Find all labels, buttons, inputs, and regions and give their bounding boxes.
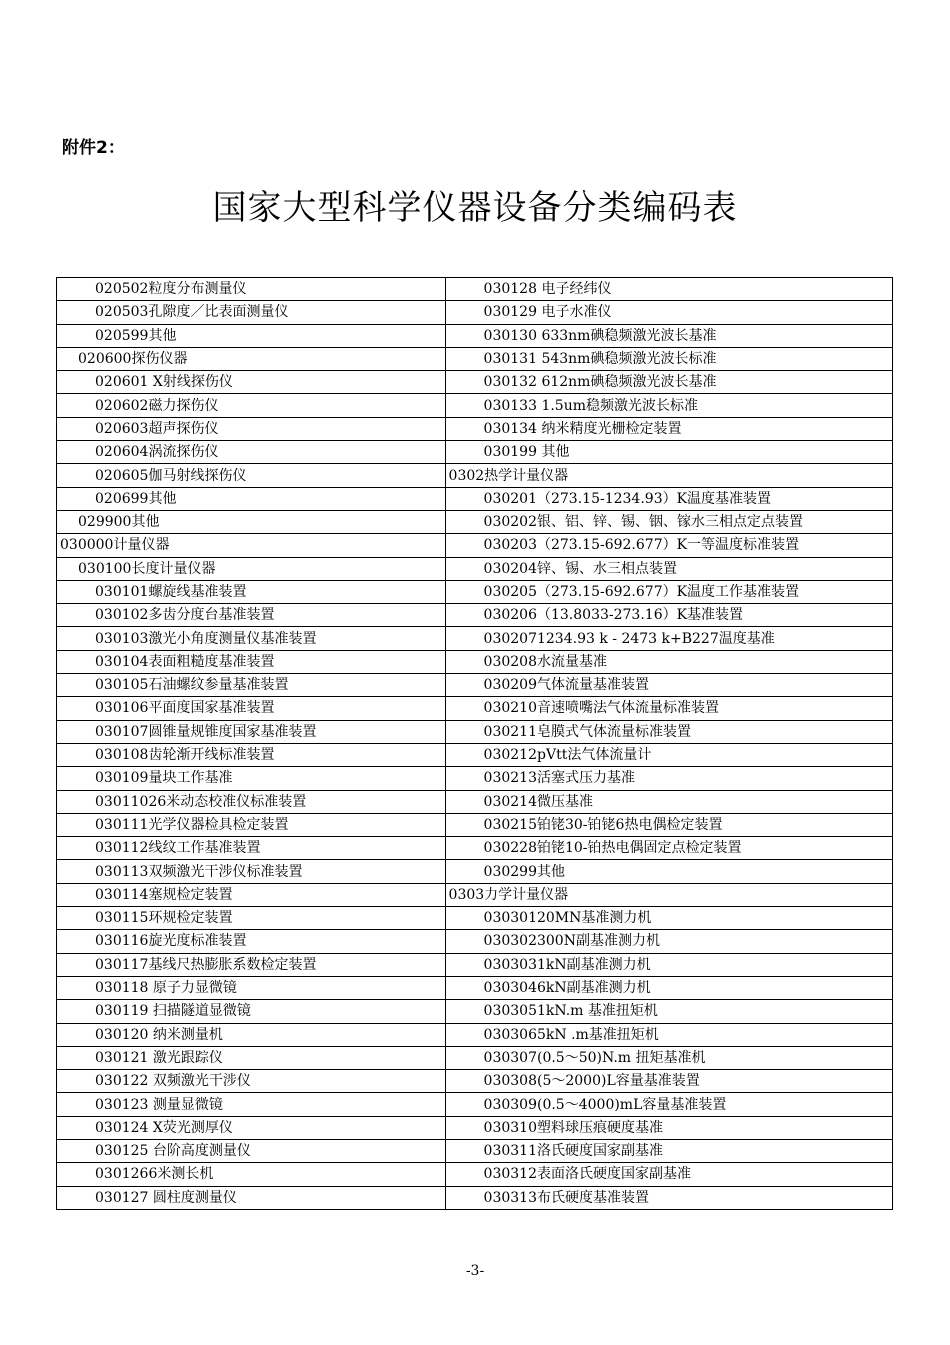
right-cell: 030213活塞式压力基准 (445, 767, 892, 790)
table-row (57, 301, 893, 324)
right-cell: 0303051kN.m 基准扭矩机 (445, 1000, 892, 1023)
table-row (57, 976, 893, 999)
table-row (57, 464, 893, 487)
table-row (57, 441, 893, 464)
left-cell: 030121 激光跟踪仪 (57, 1046, 446, 1069)
classification-table (56, 277, 893, 1210)
right-cell: 030131 543nm碘稳频激光波长标准 (445, 347, 892, 370)
left-cell: 030117基线尺热膨胀系数检定装置 (57, 953, 446, 976)
table-row (57, 674, 893, 697)
table-row (57, 604, 893, 627)
right-cell: 030132 612nm碘稳频激光波长基准 (445, 371, 892, 394)
table-row (57, 860, 893, 883)
table-row (57, 813, 893, 836)
table-row (57, 417, 893, 440)
left-cell: 030103激光小角度测量仪基准装置 (57, 627, 446, 650)
left-cell: 020601 X射线探伤仪 (57, 371, 446, 394)
table-row (57, 1046, 893, 1069)
table-row (57, 650, 893, 673)
right-cell: 030128 电子经纬仪 (445, 278, 892, 301)
left-cell: 020603超声探伤仪 (57, 417, 446, 440)
left-cell: 020502粒度分布测量仪 (57, 278, 446, 301)
table-row (57, 1163, 893, 1186)
right-cell: 030309(0.5～4000)mL容量基准装置 (445, 1093, 892, 1116)
right-cell: 0303046kN副基准测力机 (445, 976, 892, 999)
table-row (57, 837, 893, 860)
left-cell: 030118 原子力显微镜 (57, 976, 446, 999)
right-cell: 030313布氏硬度基准装置 (445, 1186, 892, 1209)
right-cell: 0302071234.93 k - 2473 k+B227温度基准 (445, 627, 892, 650)
right-cell: 030206（13.8033-273.16）K基准装置 (445, 604, 892, 627)
left-cell: 030123 测量显微镜 (57, 1093, 446, 1116)
right-cell: 030299其他 (445, 860, 892, 883)
left-cell: 020605伽马射线探伤仪 (57, 464, 446, 487)
right-cell: 030311洛氏硬度国家副基准 (445, 1139, 892, 1162)
left-cell: 030104表面粗糙度基准装置 (57, 650, 446, 673)
table-row (57, 487, 893, 510)
table-row (57, 930, 893, 953)
left-cell: 020602磁力探伤仪 (57, 394, 446, 417)
right-cell: 030302300N副基准测力机 (445, 930, 892, 953)
left-cell: 030112线纹工作基准装置 (57, 837, 446, 860)
right-cell: 0302热学计量仪器 (445, 464, 892, 487)
left-cell: 020699其他 (57, 487, 446, 510)
page-title: 国家大型科学仪器设备分类编码表 (212, 188, 738, 228)
right-cell: 030134 纳米精度光栅检定装置 (445, 417, 892, 440)
left-cell: 030124 X荧光测厚仪 (57, 1116, 446, 1139)
table-row (57, 510, 893, 533)
left-cell: 020503孔隙度／比表面测量仪 (57, 301, 446, 324)
page-number: -3- (465, 1263, 485, 1279)
left-cell: 030115环规检定装置 (57, 907, 446, 930)
table-row (57, 953, 893, 976)
table-row (57, 347, 893, 370)
right-cell: 030214微压基准 (445, 790, 892, 813)
left-cell: 030106平面度国家基准装置 (57, 697, 446, 720)
right-cell: 030228铂铑10-铂热电偶固定点检定装置 (445, 837, 892, 860)
table-row (57, 1116, 893, 1139)
left-cell: 03011026米动态校准仪标准装置 (57, 790, 446, 813)
right-cell: 0303力学计量仪器 (445, 883, 892, 906)
left-cell: 030000计量仪器 (57, 534, 446, 557)
table-row (57, 1186, 893, 1209)
left-cell: 020599其他 (57, 324, 446, 347)
table-row (57, 557, 893, 580)
right-cell: 030203（273.15-692.677）K一等温度标准装置 (445, 534, 892, 557)
table-row (57, 1000, 893, 1023)
left-cell: 030127 圆柱度测量仪 (57, 1186, 446, 1209)
left-cell: 030125 台阶高度测量仪 (57, 1139, 446, 1162)
left-cell: 030101螺旋线基准装置 (57, 580, 446, 603)
right-cell: 030204锌、锡、水三相点装置 (445, 557, 892, 580)
left-cell: 030105石油螺纹参量基准装置 (57, 674, 446, 697)
right-cell: 030209气体流量基准装置 (445, 674, 892, 697)
table-row (57, 790, 893, 813)
attachment-label: 附件2： (62, 138, 125, 158)
table-row (57, 627, 893, 650)
left-cell: 030120 纳米测量机 (57, 1023, 446, 1046)
table-row (57, 534, 893, 557)
right-cell: 030308(5～2000)L容量基准装置 (445, 1070, 892, 1093)
table-row (57, 767, 893, 790)
left-cell: 030122 双频激光干涉仪 (57, 1070, 446, 1093)
left-cell: 030109量块工作基准 (57, 767, 446, 790)
right-cell: 030210音速喷嘴法气体流量标准装置 (445, 697, 892, 720)
table-row (57, 720, 893, 743)
table-row (57, 1139, 893, 1162)
table-row (57, 1093, 893, 1116)
right-cell: 030312表面洛氏硬度国家副基准 (445, 1163, 892, 1186)
right-cell: 030201（273.15-1234.93）K温度基准装置 (445, 487, 892, 510)
table-row (57, 580, 893, 603)
left-cell: 030114塞规检定装置 (57, 883, 446, 906)
left-cell: 029900其他 (57, 510, 446, 533)
left-cell: 030100长度计量仪器 (57, 557, 446, 580)
right-cell: 030199 其他 (445, 441, 892, 464)
right-cell: 03030120MN基准测力机 (445, 907, 892, 930)
right-cell: 030208水流量基准 (445, 650, 892, 673)
table-row (57, 697, 893, 720)
table-row (57, 324, 893, 347)
left-cell: 020604涡流探伤仪 (57, 441, 446, 464)
right-cell: 030133 1.5um稳频激光波长标准 (445, 394, 892, 417)
right-cell: 030215铂铑30-铂铑6热电偶检定装置 (445, 813, 892, 836)
table-row (57, 394, 893, 417)
right-cell: 0303031kN副基准测力机 (445, 953, 892, 976)
right-cell: 030307(0.5～50)N.m 扭矩基准机 (445, 1046, 892, 1069)
table-row (57, 278, 893, 301)
left-cell: 030119 扫描隧道显微镜 (57, 1000, 446, 1023)
right-cell: 030310塑料球压痕硬度基准 (445, 1116, 892, 1139)
left-cell: 030102多齿分度台基准装置 (57, 604, 446, 627)
right-cell: 030211皂膜式气体流量标准装置 (445, 720, 892, 743)
right-cell: 030130 633nm碘稳频激光波长基准 (445, 324, 892, 347)
left-cell: 030108齿轮渐开线标准装置 (57, 743, 446, 766)
table-row (57, 743, 893, 766)
right-cell: 030205（273.15-692.677）K温度工作基准装置 (445, 580, 892, 603)
right-cell: 030212pVtt法气体流量计 (445, 743, 892, 766)
left-cell: 030107圆锥量规锥度国家基准装置 (57, 720, 446, 743)
right-cell: 030202银、铝、锌、锡、铟、镓水三相点定点装置 (445, 510, 892, 533)
left-cell: 030111光学仪器检具检定装置 (57, 813, 446, 836)
right-cell: 030129 电子水准仪 (445, 301, 892, 324)
table-row (57, 907, 893, 930)
table-row (57, 371, 893, 394)
left-cell: 0301266米测长机 (57, 1163, 446, 1186)
left-cell: 030113双频激光干涉仪标准装置 (57, 860, 446, 883)
left-cell: 030116旋光度标准装置 (57, 930, 446, 953)
table-row (57, 1023, 893, 1046)
table-row (57, 1070, 893, 1093)
table-row (57, 883, 893, 906)
left-cell: 020600探伤仪器 (57, 347, 446, 370)
right-cell: 0303065kN .m基准扭矩机 (445, 1023, 892, 1046)
